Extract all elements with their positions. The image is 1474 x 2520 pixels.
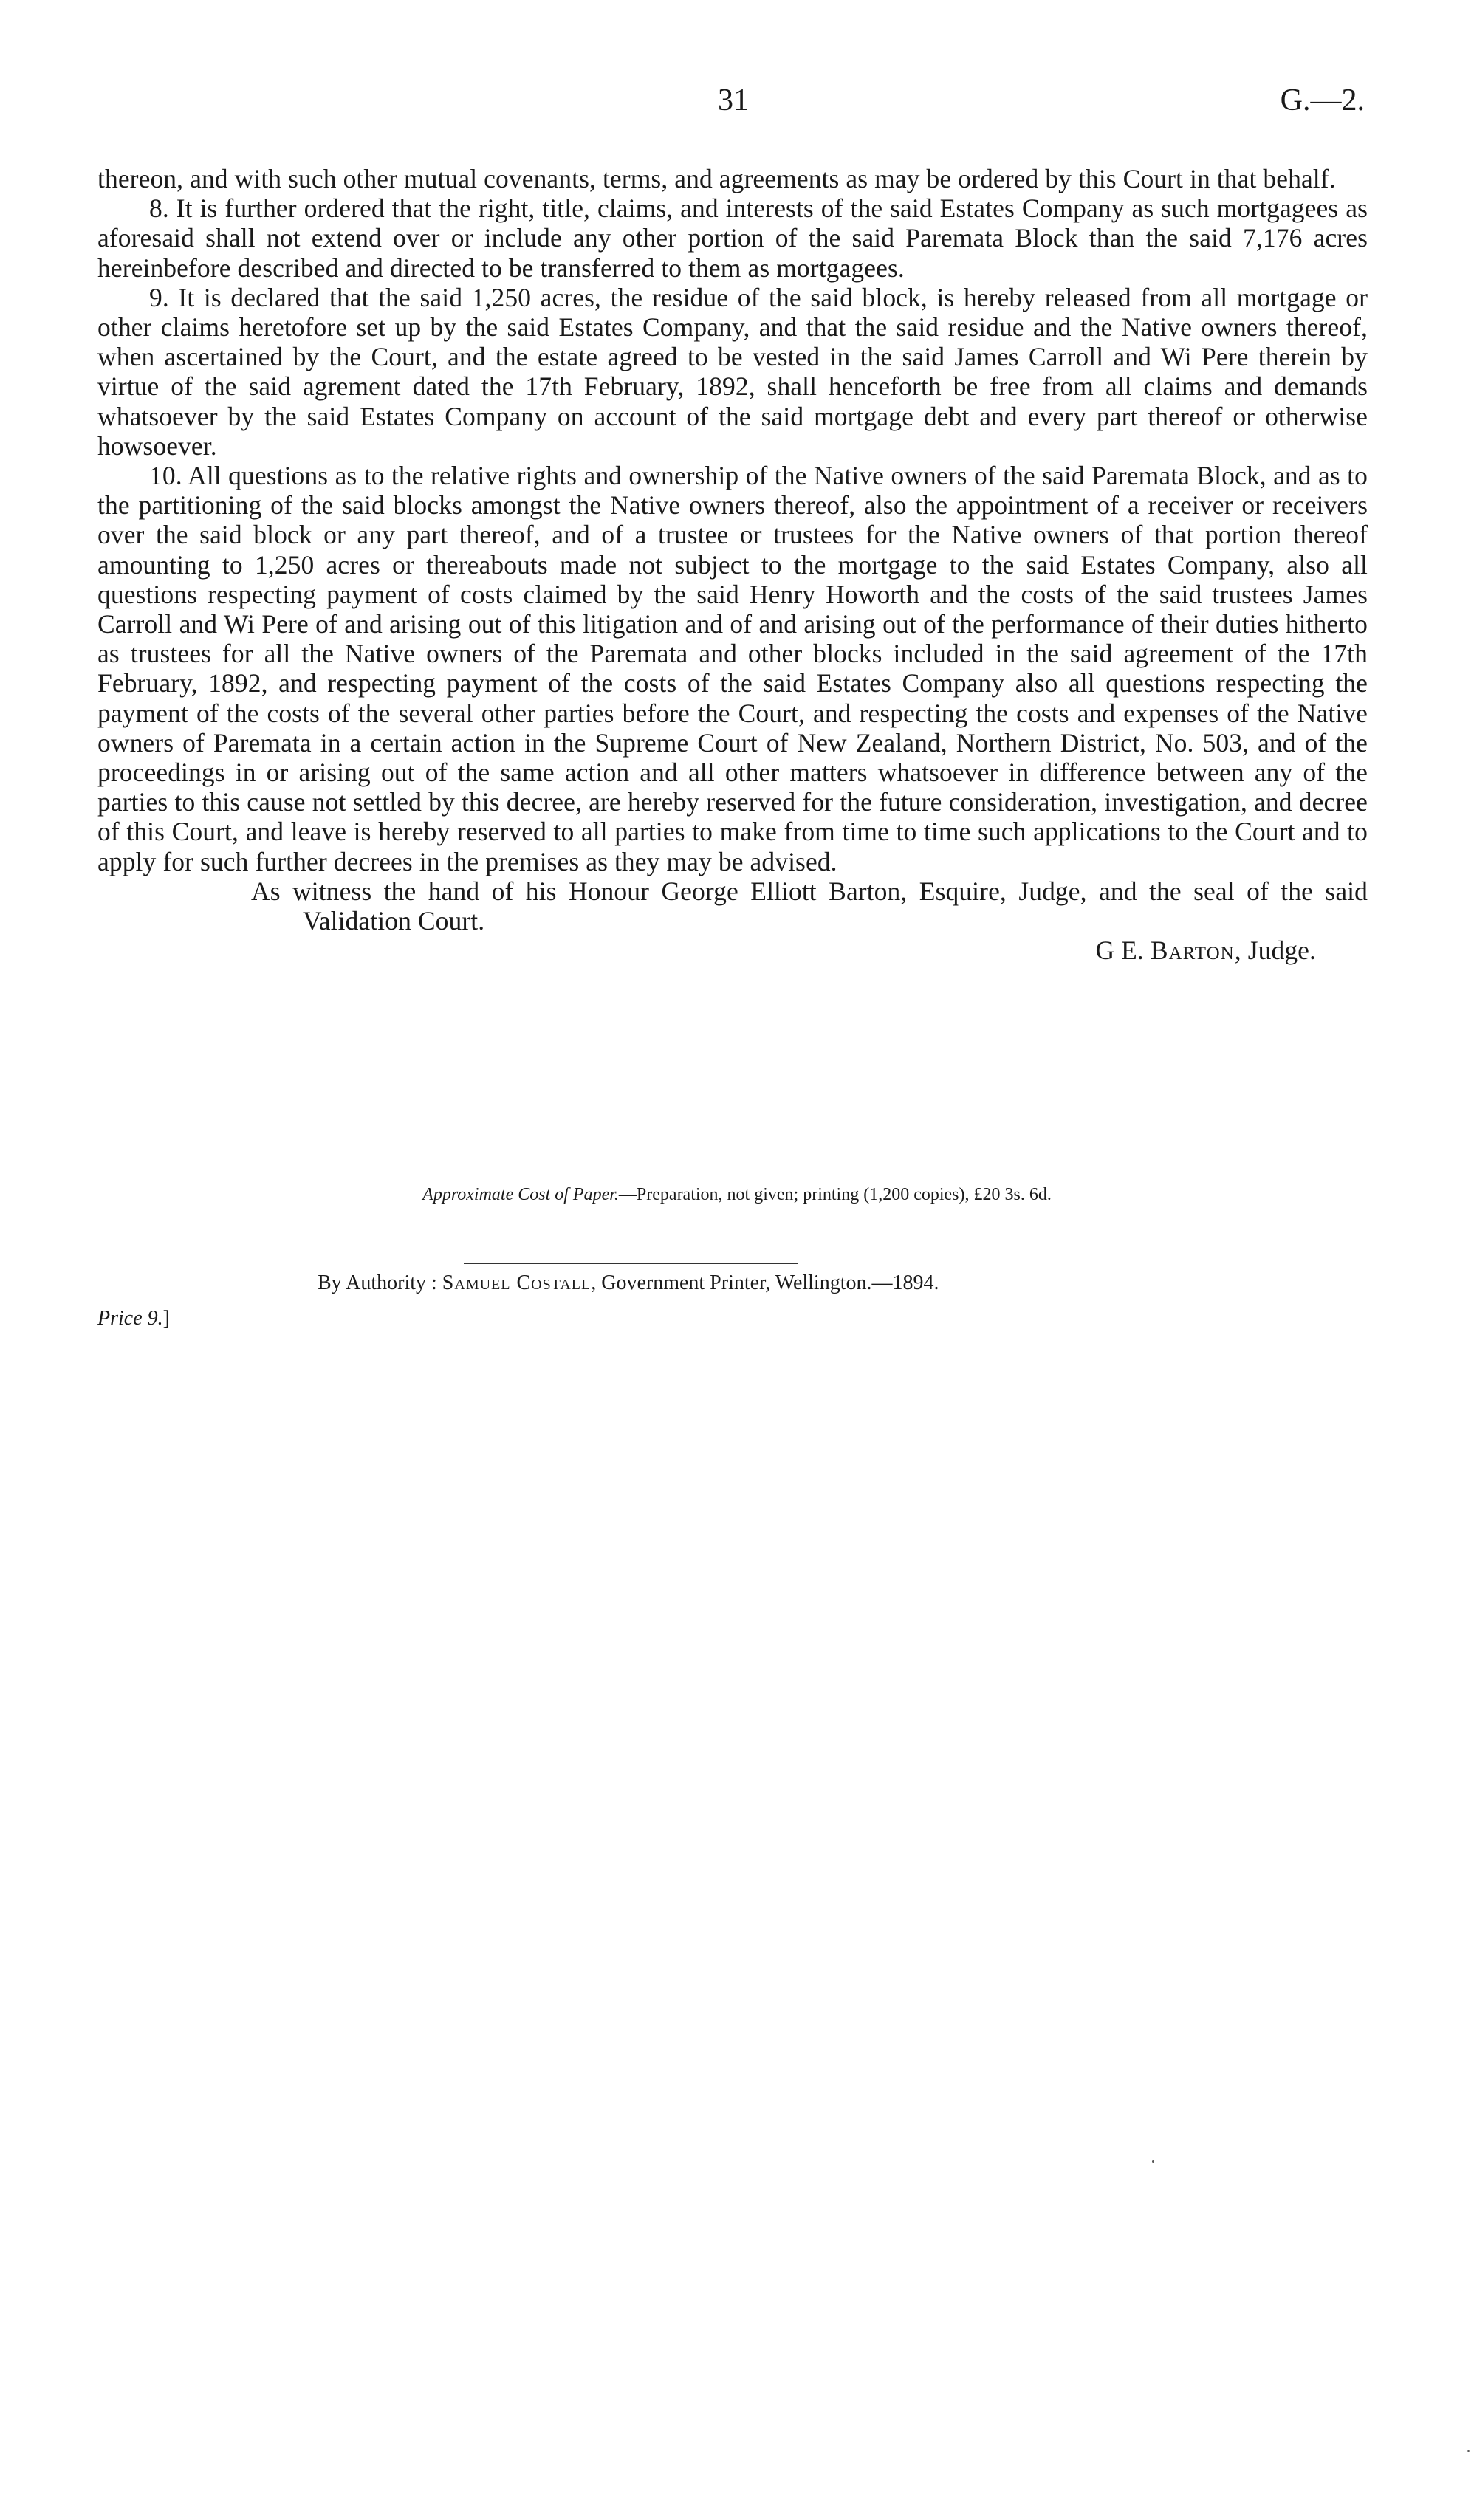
price-bracket: ] — [162, 1307, 170, 1330]
price-note — [97, 1307, 170, 1331]
authority-prefix: By Authority : — [318, 1271, 437, 1294]
price-text: Price 9. — [97, 1307, 163, 1330]
authority-suffix: , Government Printer, Wellington.—1894. — [591, 1271, 939, 1294]
clause-8-paragraph: 8. It is further ordered that the right, title, claims, and interests of the said Estates Company as such mortgagees as aforesaid shall not extend over or include any other portion of the said Paremata Block than the said 7,176 acres hereinbefore described and directed to be transferred to them as mortgagees. — [97, 193, 1368, 283]
witness-clause: As witness the hand of his Honour George Elliott Barton, Esquire, Judge, and the seal of the said Validation Court. — [251, 876, 1368, 936]
print-speck — [1467, 2450, 1470, 2452]
footer-divider — [464, 1263, 798, 1264]
signature-surname: Barton — [1150, 935, 1235, 966]
cost-of-paper-note — [0, 1185, 1474, 1205]
printer-name: Samuel Costall — [442, 1271, 592, 1294]
signature-title: , Judge. — [1234, 935, 1316, 966]
print-speck — [1152, 2160, 1154, 2163]
cost-label: Approximate Cost of Paper. — [422, 1185, 619, 1204]
printer-authority — [318, 1271, 1204, 1295]
judge-signature — [97, 935, 1368, 965]
signature-initials: G E. — [1095, 935, 1144, 966]
clause-10-paragraph: 10. All questions as to the relative rights and ownership of the Native owners of the said Paremata Block, and as to the partitioning of the said blocks amongst the Native owners thereof, also the appointment of a receiver or receivers over the said block or any part thereof, and of a trustee or trustees for the Native owners of that portion thereof amounting to 1,250 acres or thereabouts made not subject to the mortgage to the said Estates Company, also all questions respecting payment of costs claimed by the said Henry Howorth and the costs of the said trustees James Carroll and Wi Pere of and arising out of this litigation and of and arising out of the performance of their duties hitherto as trustees for all the Native owners of the Paremata and other blocks included in the said agreement of the 17th February, 1892, and respecting payment of the costs of the said Estates Company also all questions respecting the payment of the costs of the several other parties before the Court, and respecting the costs and expenses of the Native owners of Paremata in a certain action in the Supreme Court of New Zealand, Northern District, No. 503, and of the proceedings in or arising out of the same action and all other matters whatsoever in difference between any of the parties to this cause not settled by this decree, are hereby reserved for the future consideration, investigation, and decree of this Court, and leave is hereby reserved to all parties to make from time to time such applications to the Court and to apply for such further decrees in the premises as they may be advised. — [97, 461, 1368, 876]
cost-text: —Preparation, not given; printing (1,200 copies), £20 3s. 6d. — [618, 1185, 1052, 1204]
page-header — [0, 83, 1474, 134]
decree-body — [97, 164, 1368, 965]
document-code: G.—2. — [1280, 83, 1365, 117]
clause-9-paragraph: 9. It is declared that the said 1,250 acres, the residue of the said block, is hereby released from all mortgage or other claims heretofore set up by the said Estates Company, and that the said residue and the Native owners thereof, when ascertained by the Court, and the estate agreed to be vested in the said James Carroll and Wi Pere therein by virtue of the said agrement dated the 17th February, 1892, shall henceforth be free from all claims and demands whatsoever by the said Estates Company on account of the said mortgage debt and every part thereof or otherwise howsoever. — [97, 282, 1368, 461]
page-number: 31 — [718, 83, 749, 117]
continuation-paragraph: thereon, and with such other mutual covenants, terms, and agreements as may be ordered by this Court in that behalf. — [97, 164, 1336, 193]
